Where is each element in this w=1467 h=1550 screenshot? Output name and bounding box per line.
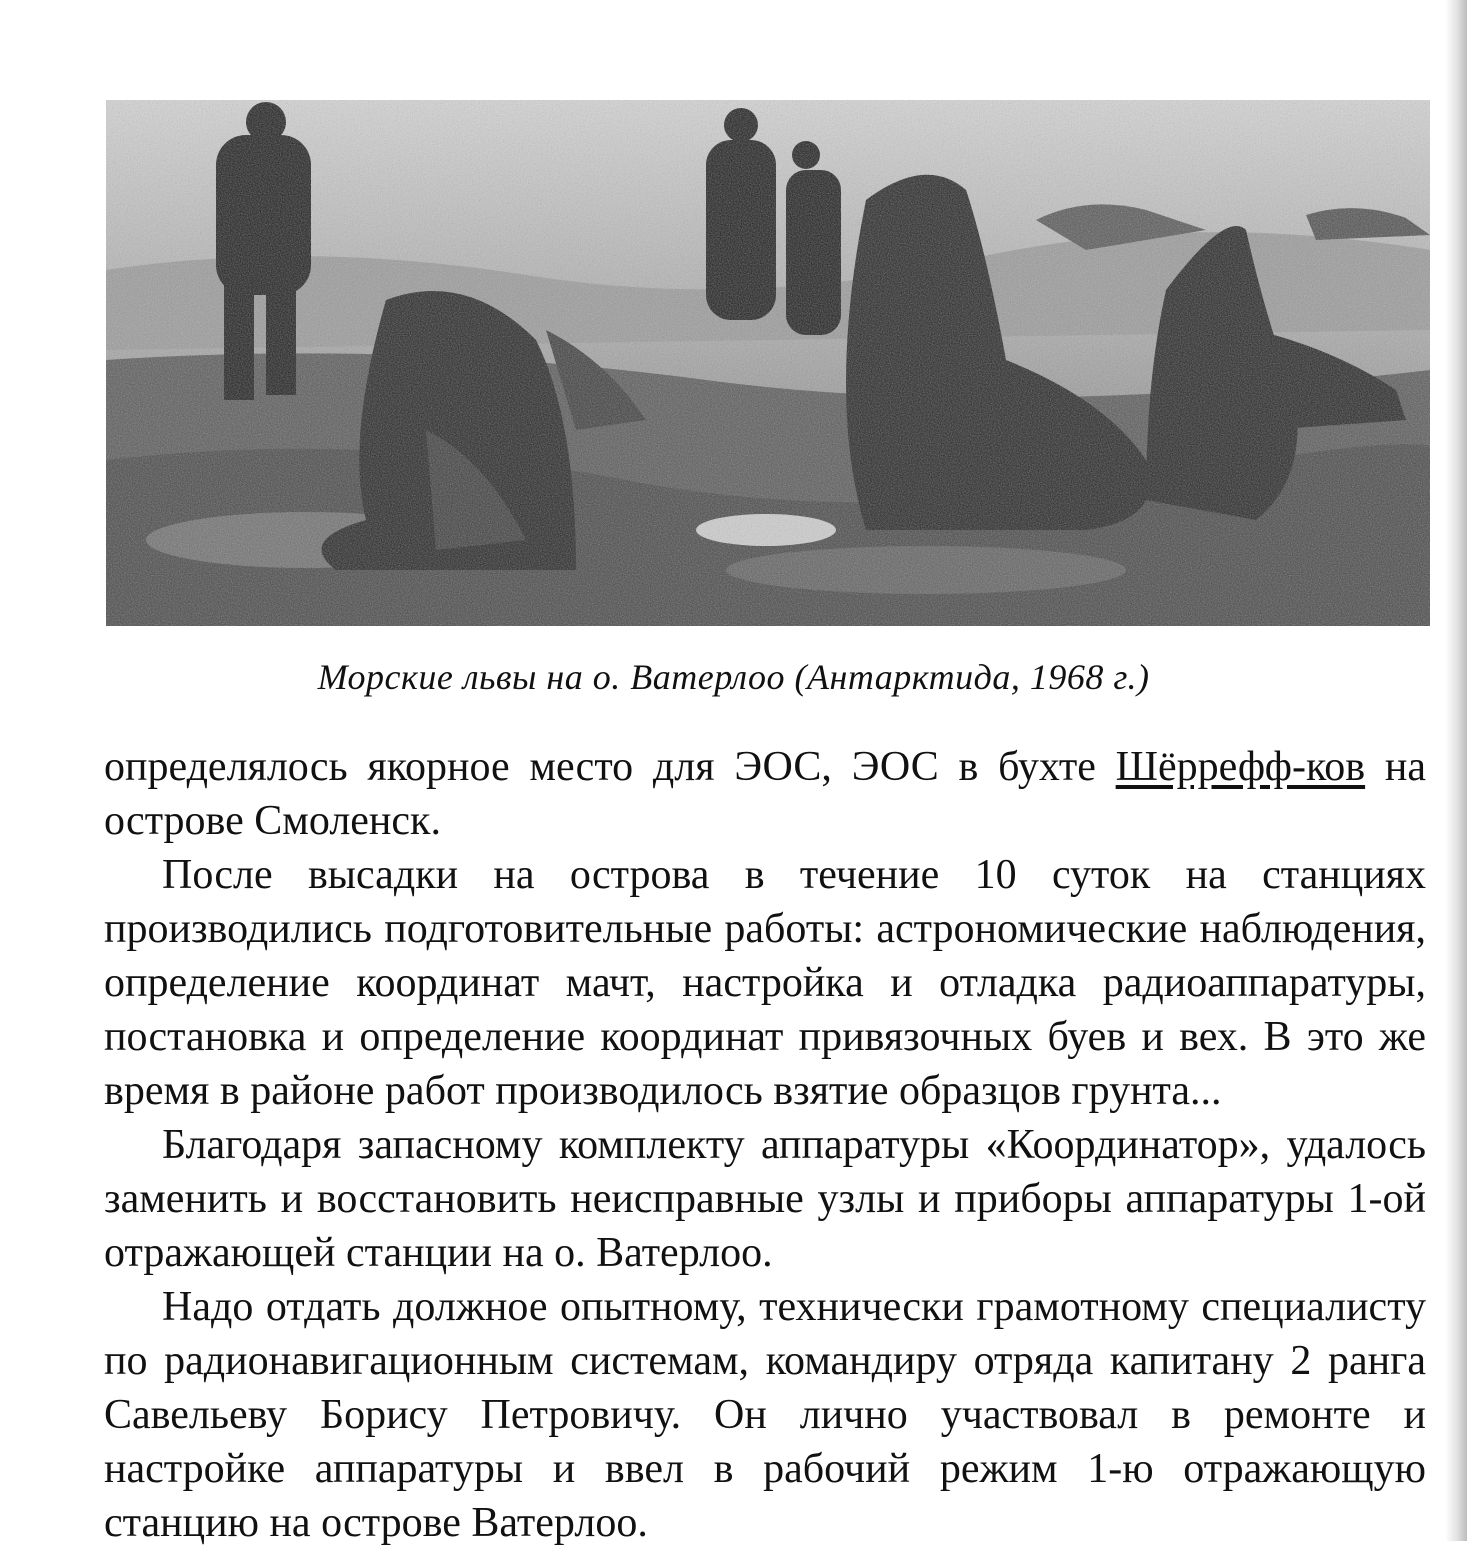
page-edge-shadow <box>1445 0 1467 1541</box>
body-text <box>104 740 1426 1550</box>
paragraph-4: Надо отдать должное опытному, технически грамотному специалисту по радионавигационным системам, командиру отряда капитану 2 ранга Савельеву Борису Петровичу. Он лично участвовал в ремонте и настройке аппаратуры и ввел в рабочий режим 1-ю отражающую станцию на острове Ватерлоо. <box>104 1284 1426 1546</box>
photograph-sea-lions-icon <box>106 100 1430 626</box>
underlined-name: Шёррефф-ков <box>1115 744 1366 790</box>
paragraph-1-start: определялось якорное место для ЭОС, ЭОС в бухте <box>104 744 1116 790</box>
paragraph-2: После высадки на острова в течение 10 суток на станциях производились подготовительные работы: астрономические наблюдения, определение координат мачт, настройка и отладка радиоаппаратуры, постановка и определение координат привязочных буев и вех. В это же время в районе работ производилось взятие образцов грунта... <box>104 852 1426 1114</box>
sea-lions-photo <box>106 100 1430 626</box>
paragraph-1-end: на острове Смоленск. <box>104 744 1426 844</box>
paragraph-1 <box>104 740 1426 848</box>
photo-caption: Морские львы на о. Ватерлоо (Антарктида, 1968 г.) <box>317 657 1150 697</box>
paragraph-3: Благодаря запасному комплекту аппаратуры «Координатор», удалось заменить и восстановить неисправные узлы и приборы аппаратуры 1-ой отражающей станции на о. Ватерлоо. <box>104 1122 1426 1276</box>
